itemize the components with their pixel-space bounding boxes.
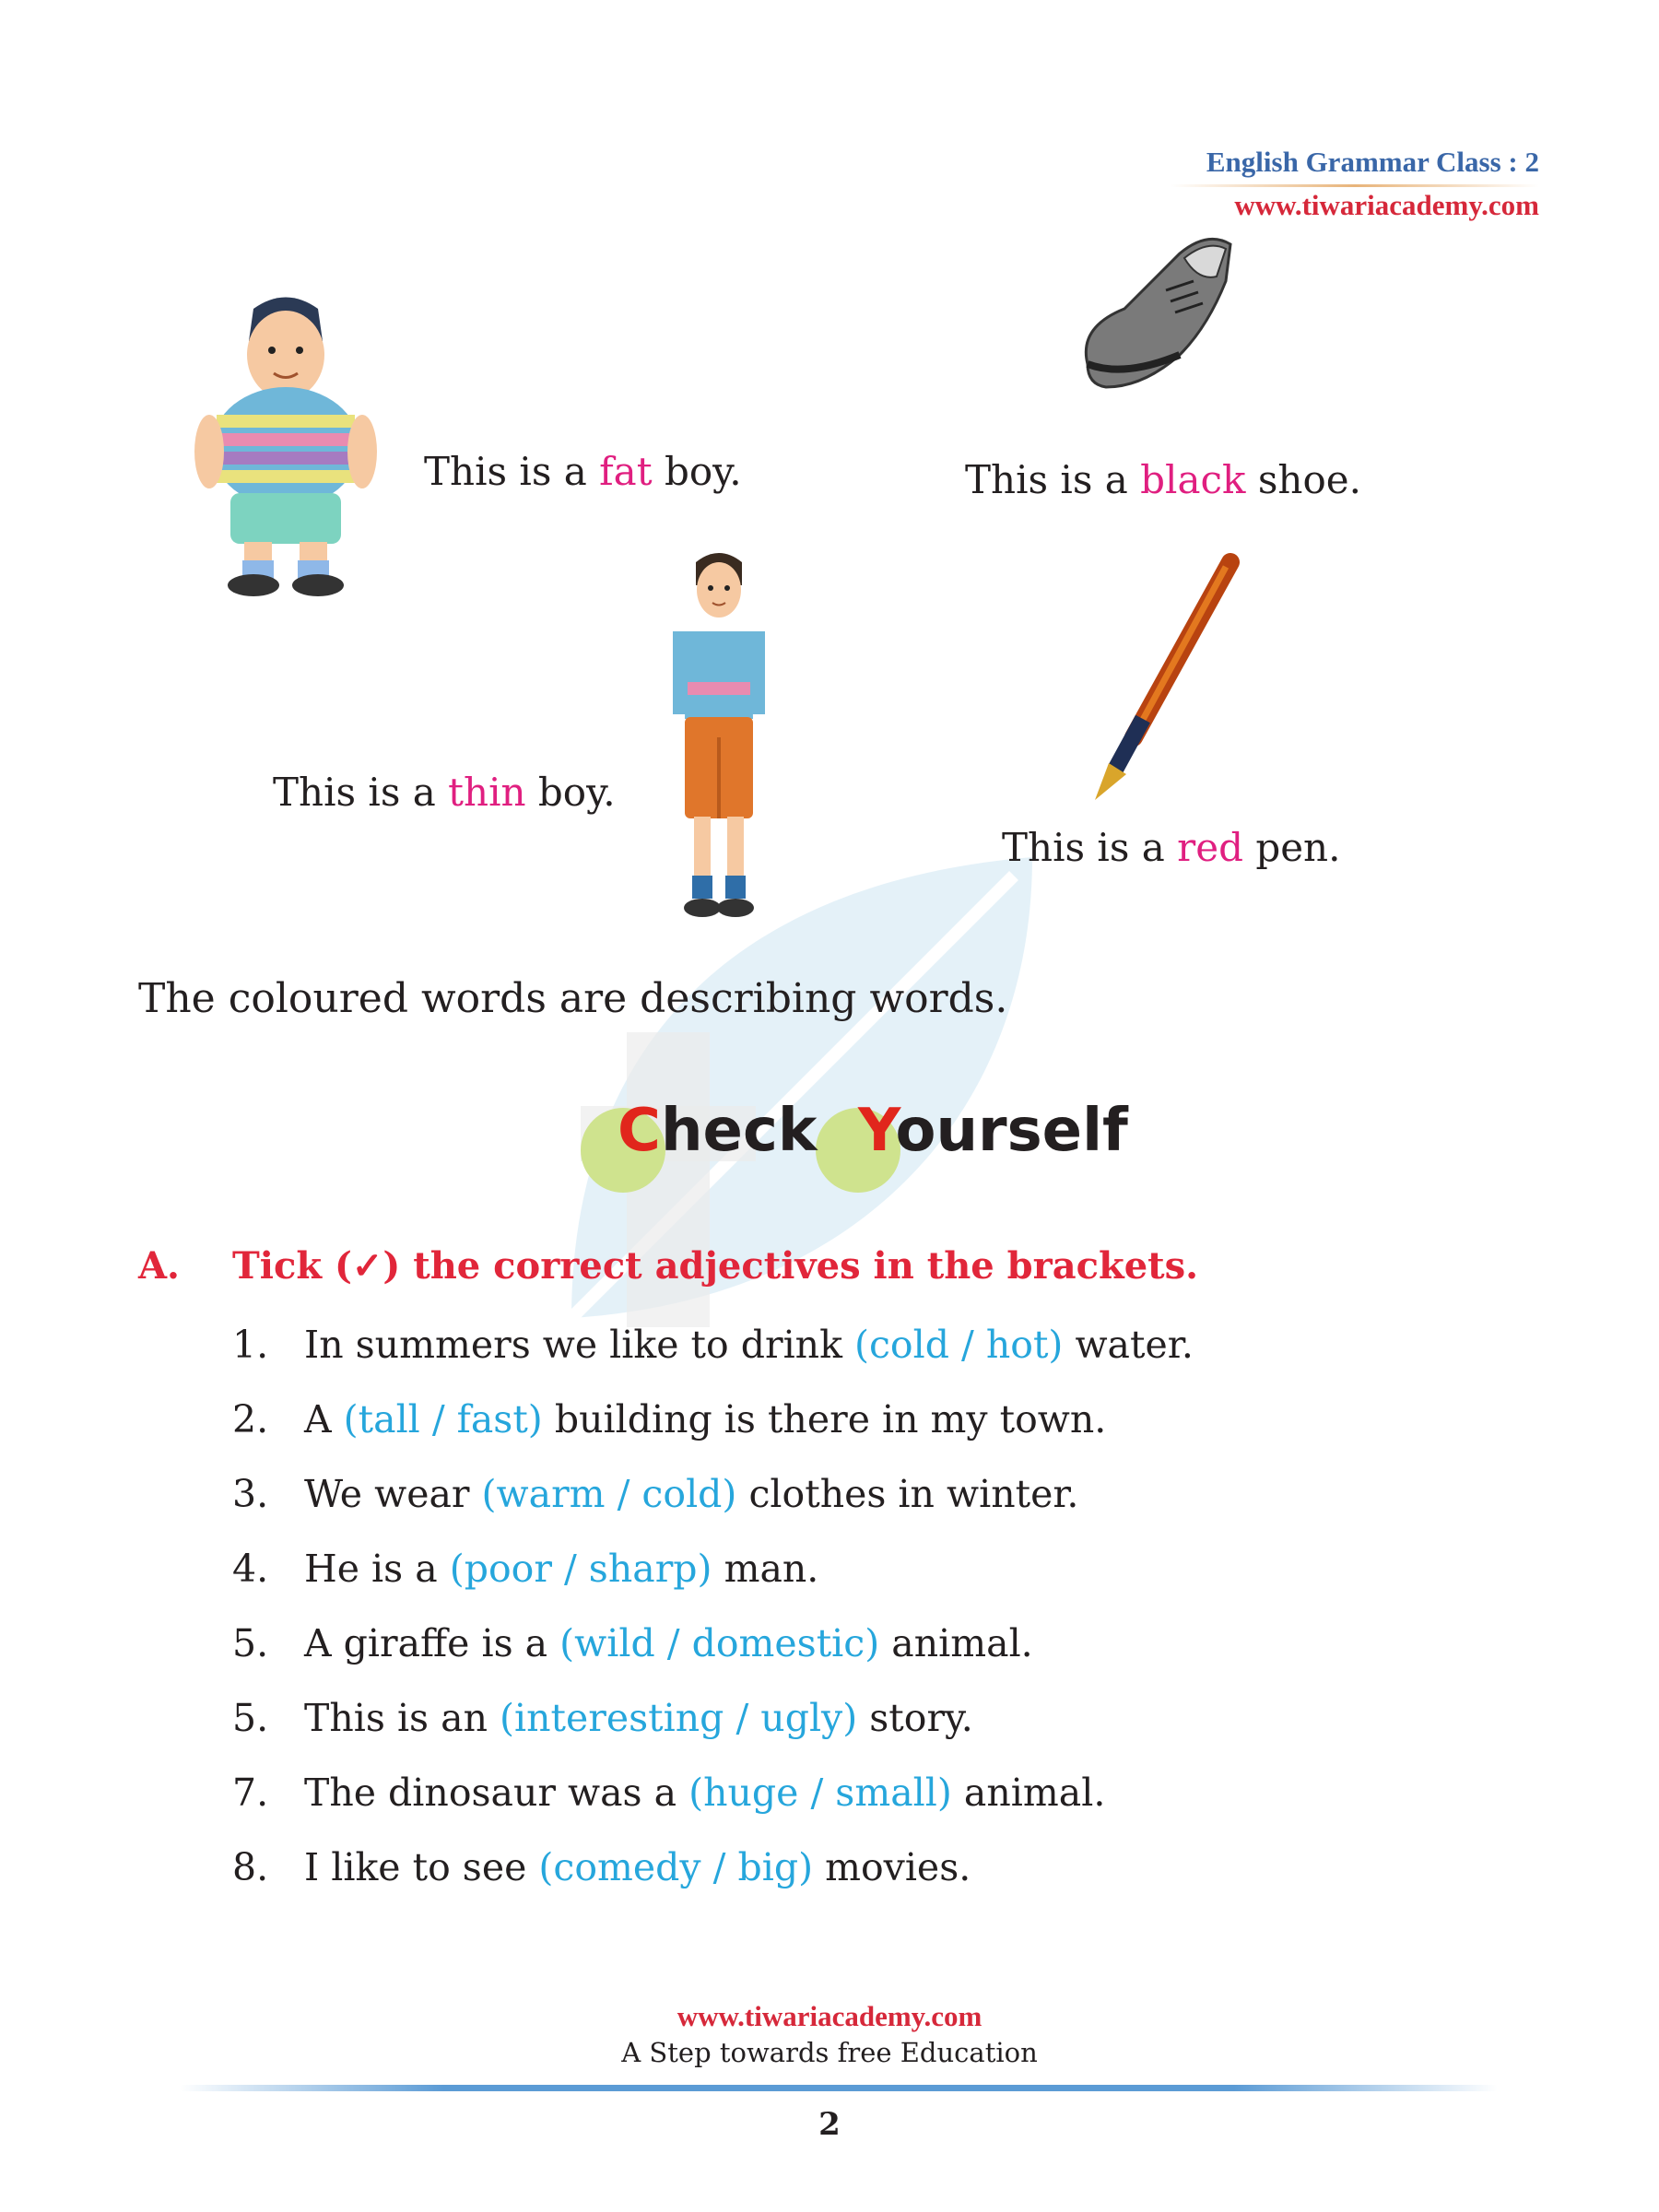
describing-word-fat: fat [599, 449, 653, 494]
example-thin-sentence [273, 770, 616, 815]
question-text: We wear [304, 1472, 482, 1516]
question-text: In summers we like to drink [304, 1323, 854, 1367]
adjective-choice[interactable]: (huge / small) [688, 1771, 952, 1815]
heading-word: ourself [895, 1097, 1128, 1165]
heading-initial: C [618, 1097, 661, 1165]
question-text: A [304, 1397, 344, 1441]
adjective-choice[interactable]: (warm / cold) [481, 1472, 737, 1516]
example-black-sentence [965, 457, 1361, 502]
describing-word-black: black [1140, 457, 1246, 502]
question-text: animal. [879, 1621, 1033, 1665]
question-text: animal. [951, 1771, 1106, 1815]
question-text: The dinosaur was a [304, 1771, 689, 1815]
question-text: A giraffe is a [304, 1621, 560, 1665]
adjective-choice[interactable]: (wild / domestic) [559, 1621, 880, 1665]
adjective-choice[interactable]: (cold / hot) [853, 1323, 1064, 1367]
question-number: 8. [232, 1845, 269, 1889]
header-url: www.tiwariacademy.com [1234, 189, 1539, 221]
shoe-illustration [1069, 226, 1253, 410]
question-number: 3. [232, 1472, 269, 1516]
section-instruction: Tick (✓) the correct adjectives in the brackets. [232, 1244, 1199, 1288]
question-text: This is an [304, 1696, 500, 1740]
question-text: clothes in winter. [736, 1472, 1079, 1516]
footer-divider [180, 2085, 1498, 2091]
question-list [232, 1323, 1194, 1920]
question-item [232, 1472, 1194, 1547]
fat-boy-illustration [189, 286, 382, 599]
question-text: story. [857, 1696, 973, 1740]
question-item [232, 1547, 1194, 1621]
question-item [232, 1323, 1194, 1397]
adjective-choice[interactable]: (interesting / ugly) [500, 1696, 858, 1740]
sentence-text: boy. [525, 770, 616, 815]
question-number: 4. [232, 1547, 269, 1591]
question-text: movies. [813, 1845, 971, 1889]
question-item [232, 1696, 1194, 1771]
question-number: 7. [232, 1771, 269, 1815]
page-number: 2 [818, 2106, 841, 2143]
sentence-text: pen. [1242, 825, 1341, 870]
question-item [232, 1397, 1194, 1472]
question-number: 5. [232, 1621, 269, 1665]
describing-word-red: red [1177, 825, 1243, 870]
example-fat-sentence [424, 449, 742, 494]
adjective-choice[interactable]: (comedy / big) [538, 1845, 814, 1889]
question-text: I like to see [304, 1845, 539, 1889]
describing-words-note: The coloured words are describing words. [138, 975, 1008, 1022]
question-text: He is a [304, 1547, 450, 1591]
sentence-text: This is a [1002, 825, 1178, 870]
section-a-title [138, 1244, 1198, 1288]
check-yourself-title [618, 1097, 1128, 1165]
sentence-text: shoe. [1245, 457, 1361, 502]
question-number: 1. [232, 1323, 269, 1367]
heading-word: heck [660, 1097, 818, 1165]
sentence-text: boy. [652, 449, 742, 494]
question-text: water. [1063, 1323, 1194, 1367]
question-item [232, 1621, 1194, 1696]
describing-word-thin: thin [448, 770, 526, 815]
question-number: 5. [232, 1696, 269, 1740]
header-divider [1171, 184, 1539, 187]
question-item [232, 1845, 1194, 1920]
adjective-choice[interactable]: (poor / sharp) [449, 1547, 712, 1591]
footer-tagline: A Step towards free Education [621, 2037, 1038, 2068]
footer-url: www.tiwariacademy.com [677, 2000, 982, 2032]
heading-initial: Y [858, 1097, 896, 1165]
pen-illustration [1078, 553, 1244, 802]
check-yourself-heading [581, 1078, 1134, 1207]
adjective-choice[interactable]: (tall / fast) [343, 1397, 543, 1441]
sentence-text: This is a [965, 457, 1141, 502]
example-red-sentence [1002, 825, 1340, 870]
question-text: man. [712, 1547, 819, 1591]
question-number: 2. [232, 1397, 269, 1441]
header-title: English Grammar Class : 2 [1206, 146, 1539, 178]
question-text: building is there in my town. [542, 1397, 1107, 1441]
sentence-text: This is a [273, 770, 449, 815]
section-label: A. [138, 1244, 180, 1288]
thin-boy-illustration [668, 544, 770, 931]
sentence-text: This is a [424, 449, 600, 494]
question-item [232, 1771, 1194, 1845]
